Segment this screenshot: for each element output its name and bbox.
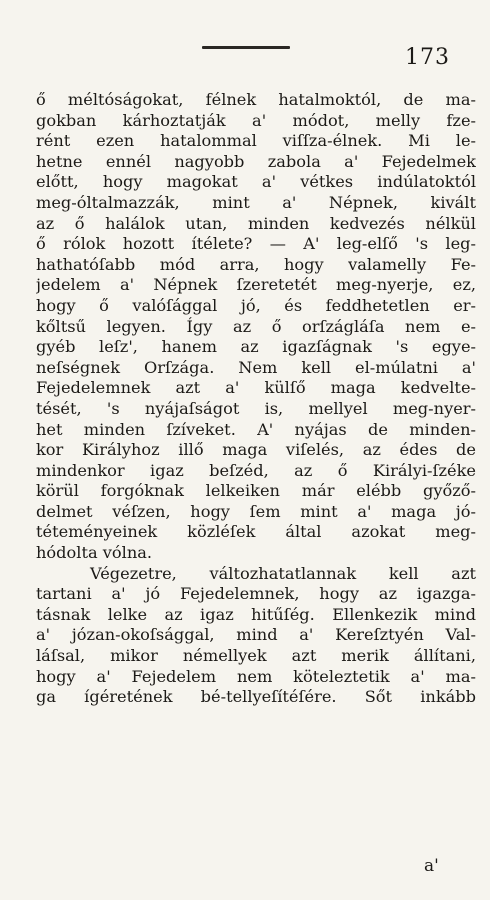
text-line: téteményeinek közléſek által azokat meg- xyxy=(36,522,476,542)
text-line: Végezetre, változhatatlannak kell azt xyxy=(90,563,476,583)
text-line: het minden ſzíveket. A' nyájas de minden- xyxy=(36,419,476,439)
text-line: neſségnek Orſzága. Nem kell el-múlatni a' xyxy=(36,357,476,377)
text-line: hódolta vólna. xyxy=(36,543,153,563)
text-line: gokban kárhoztatják a' módot, melly fze- xyxy=(36,110,476,130)
catchword: a' xyxy=(424,856,439,876)
text-line: hathatóſabb mód arra, hogy valamelly Fe- xyxy=(36,254,476,274)
text-line: kor Királyhoz illő maga viſelés, az édes de xyxy=(36,440,476,460)
text-line: rént ezen hatalommal viſſza-élnek. Mi le- xyxy=(36,131,476,151)
text-line: ga ígéretének bé-tellyeſítéſére. Sőt inkább xyxy=(36,687,476,707)
text-line: Fejedelemnek azt a' külſő maga kedvelte- xyxy=(36,378,476,398)
text-line: delmet véſzen, hogy ſem mint a' maga jó- xyxy=(36,501,476,521)
text-line: kőltsű legyen. Így az ő orſzágláſa nem e- xyxy=(36,316,476,336)
paragraph xyxy=(36,90,476,564)
text-line: hetne ennél nagyobb zabola a' Fejedelmek xyxy=(36,151,476,171)
text-line: ő rólok hozott ítélete? — A' leg-elſő 's leg- xyxy=(36,234,476,254)
paragraph xyxy=(36,564,476,708)
text-line: tését, 's nyájaſságot is, mellyel meg-nyer- xyxy=(36,398,476,418)
page-number: 173 xyxy=(405,45,450,70)
text-line: a' józan-okoſsággal, mind a' Kereſztyén Val- xyxy=(36,625,476,645)
text-line: gyéb leſz', hanem az igazſágnak 's egye- xyxy=(36,337,476,357)
text-line: ő méltóságokat, félnek hatalmoktól, de ma- xyxy=(36,90,476,109)
text-line: az ő halálok utan, minden kedvezés nélkül xyxy=(36,213,476,233)
text-line: meg-óltalmazzák, mint a' Népnek, kivált xyxy=(36,192,476,212)
text-line: előtt, hogy magokat a' vétkes indúlatoktól xyxy=(36,172,476,192)
text-line: körül forgóknak lelkeiken már elébb győző- xyxy=(36,481,476,501)
text-line: tartani a' jó Fejedelemnek, hogy az igazga- xyxy=(36,584,476,604)
text-line: hogy a' Fejedelem nem köteleztetik a' ma- xyxy=(36,666,476,686)
text-line: tásnak lelke az igaz hitűſég. Ellenkezik mind xyxy=(36,604,476,624)
header-ornament-rule xyxy=(202,46,290,49)
body-text xyxy=(36,90,476,708)
text-line: hogy ő valóſággal jó, és feddhetetlen er- xyxy=(36,295,476,315)
text-line: jedelem a' Népnek ſzeretetét meg-nyerje, ez, xyxy=(36,275,476,295)
text-line: mindenkor igaz beſzéd, az ő Királyi-ſzéke xyxy=(36,460,476,480)
text-line: láſsal, mikor némellyek azt merik állítani, xyxy=(36,646,476,666)
